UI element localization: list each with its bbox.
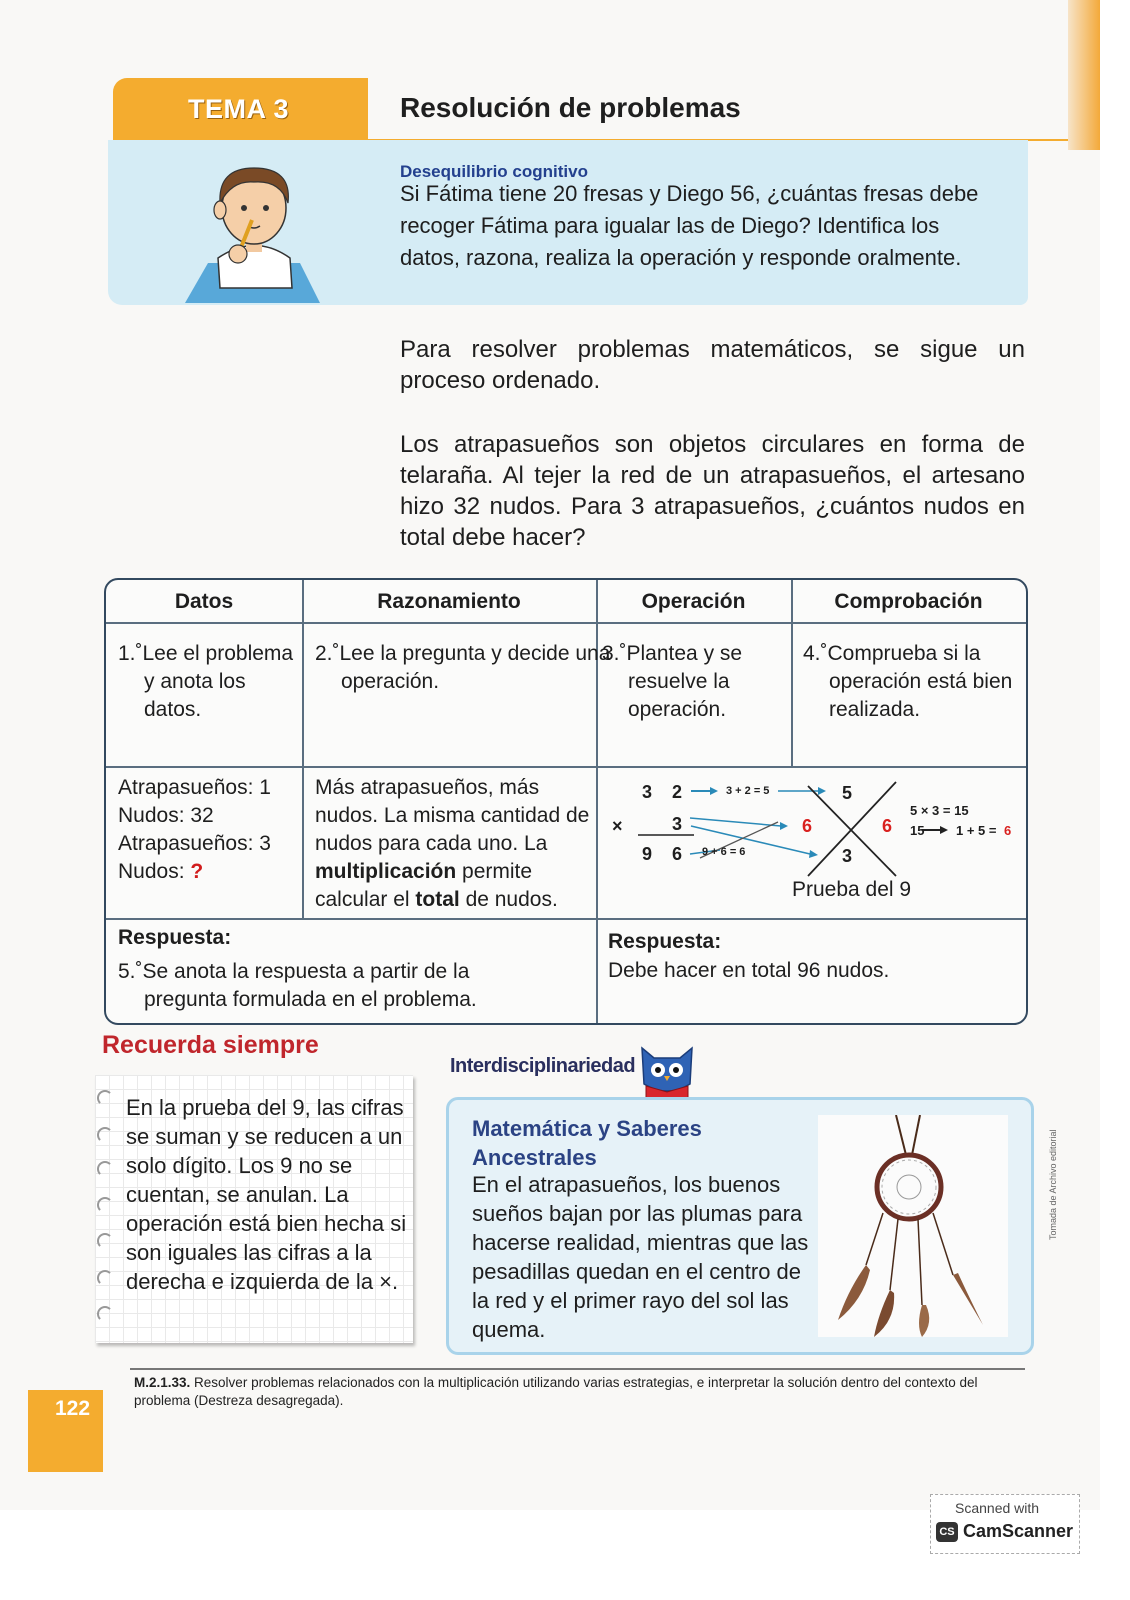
proof-bottom: 3 (842, 846, 853, 866)
step-operacion: 3.˚Plantea y se resuelve la operación. (602, 642, 743, 721)
check-line-1: 5 × 3 = 15 (910, 803, 969, 818)
proof-caption: Prueba del 9 (792, 878, 912, 901)
spiral-ring (97, 1233, 113, 1249)
proof-top: 5 (842, 783, 853, 803)
header-operacion: Operación (641, 590, 746, 613)
datos-values (118, 774, 298, 886)
multiplicand-units: 2 (672, 782, 683, 802)
thinking-boy-illustration (180, 158, 330, 308)
interdisciplinariedad-text: En el atrapasueños, los buenos sueños bajan por las plumas para hacerse realidad, mientras que las pesadillas quedan en el centro de la red y el primer rayo del sol las quema. (472, 1172, 809, 1342)
interdisciplinariedad-label: Interdisciplinariedad (450, 1055, 636, 1077)
respuesta-label: Respuesta: (118, 926, 232, 949)
step-datos: 1.˚Lee el problema y anota los datos. (118, 642, 294, 721)
camscanner-logo-icon: CS (936, 1522, 958, 1542)
spiral-ring (97, 1090, 113, 1106)
destreza-code: M.2.1.33. (134, 1375, 191, 1390)
multiplicand-tens: 3 (642, 782, 653, 802)
razonamiento-part: de nudos. (465, 888, 558, 911)
respuesta-label: Respuesta: (608, 930, 722, 953)
page-edge (1068, 0, 1100, 150)
recuerda-text: En la prueba del 9, las cifras se suman y se reducen a un solo dígito. Los 9 no se cuentan, se anulan. La operación está bien hecha si son iguales las cifras a la derecha e izquierda de la ×. (126, 1095, 407, 1294)
multiplier: 3 (672, 814, 683, 834)
proof-right: 6 (882, 816, 893, 836)
page-title: Resolución de problemas (400, 92, 741, 123)
razonamiento-part: permite calcular el (315, 860, 533, 911)
spiral-ring (97, 1270, 113, 1286)
step-comprobacion: 4.˚Comprueba si la operación está bien realizada. (803, 642, 1013, 721)
razonamiento-bold: total (415, 888, 460, 911)
table-divider (106, 918, 1026, 920)
datos-line (118, 858, 298, 886)
unknown-mark: ? (190, 860, 204, 883)
header-datos: Datos (174, 590, 234, 613)
digit-sum-bottom: 9 + 6 = 6 (702, 846, 746, 858)
destreza-text: Resolver problemas relacionados con la multiplicación utilizando varias estrategias, e interpretar la solución dentro del contexto del problema (Destreza desagregada). (134, 1375, 978, 1408)
scanner-name: CamScanner (963, 1521, 1074, 1541)
proof-left: 6 (802, 816, 813, 836)
razonamiento-bold: multiplicación (315, 860, 457, 883)
check-sum: 1 + 5 = (956, 823, 997, 838)
times-sign: × (612, 816, 623, 836)
result-units: 6 (672, 844, 683, 864)
spiral-ring (97, 1197, 113, 1213)
intro-paragraph: Para resolver problemas matemáticos, se sigue un proceso ordenado. (400, 336, 1025, 394)
interdisciplinariedad-title: Matemática y Saberes Ancestrales (472, 1116, 702, 1170)
photo-credit: Tomada de Archivo editorial (1048, 1129, 1058, 1240)
datos-line: Atrapasueños: 1 (118, 776, 271, 799)
razonamiento-part: Más atrapasueños, más nudos. La misma cantidad de nudos para cada uno. La (315, 776, 590, 855)
dreamcatcher-image (818, 1115, 1008, 1337)
recuerda-title: Recuerda siempre (102, 1031, 319, 1059)
check-15: 15 (910, 823, 925, 838)
page-number: 122 (55, 1397, 91, 1420)
desequilibrio-text: Si Fátima tiene 20 fresas y Diego 56, ¿cuántas fresas debe recoger Fátima para igualar las de Diego? Identifica los datos, razona, realiza la operación y responde oralmente. (400, 181, 979, 270)
table-divider (302, 580, 304, 918)
spiral-ring (97, 1306, 113, 1322)
digit-sum-top: 3 + 2 = 5 (726, 785, 770, 797)
datos-line: Nudos: 32 (118, 804, 214, 827)
desequilibrio-title: Desequilibrio cognitivo (400, 162, 588, 181)
datos-line: Atrapasueños: 3 (118, 832, 271, 855)
footer-rule (130, 1368, 1025, 1370)
razonamiento-text (315, 774, 593, 914)
respuesta-answer: Debe hacer en total 96 nudos. (608, 959, 890, 982)
destreza-note (134, 1374, 1014, 1410)
tema-label: TEMA 3 (188, 94, 290, 124)
step-razonamiento: 2.˚Lee la pregunta y decide una operación. (315, 642, 611, 693)
check-result: 6 (1004, 823, 1012, 838)
process-table (104, 578, 1028, 1025)
header-comprobacion: Comprobación (834, 590, 983, 613)
spiral-ring (97, 1161, 113, 1177)
result-tens: 9 (642, 844, 653, 864)
respuesta-instruction: 5.˚Se anota la respuesta a partir de la pregunta formulada en el problema. (118, 960, 477, 1011)
dreamcatcher-photo (818, 1115, 1008, 1337)
problem-paragraph: Los atrapasueños son objetos circulares en forma de telaraña. Al tejer la red de un atrapasueños, el artesano hizo 32 nudos. Para 3 atrapasueños, ¿cuántos nudos en total debe hacer? (400, 431, 1025, 551)
header-razonamiento: Razonamiento (377, 590, 521, 613)
table-divider (106, 622, 1026, 624)
datos-label: Nudos: (118, 860, 185, 883)
spiral-ring (97, 1127, 113, 1143)
scanner-caption: Scanned with (955, 1500, 1040, 1516)
